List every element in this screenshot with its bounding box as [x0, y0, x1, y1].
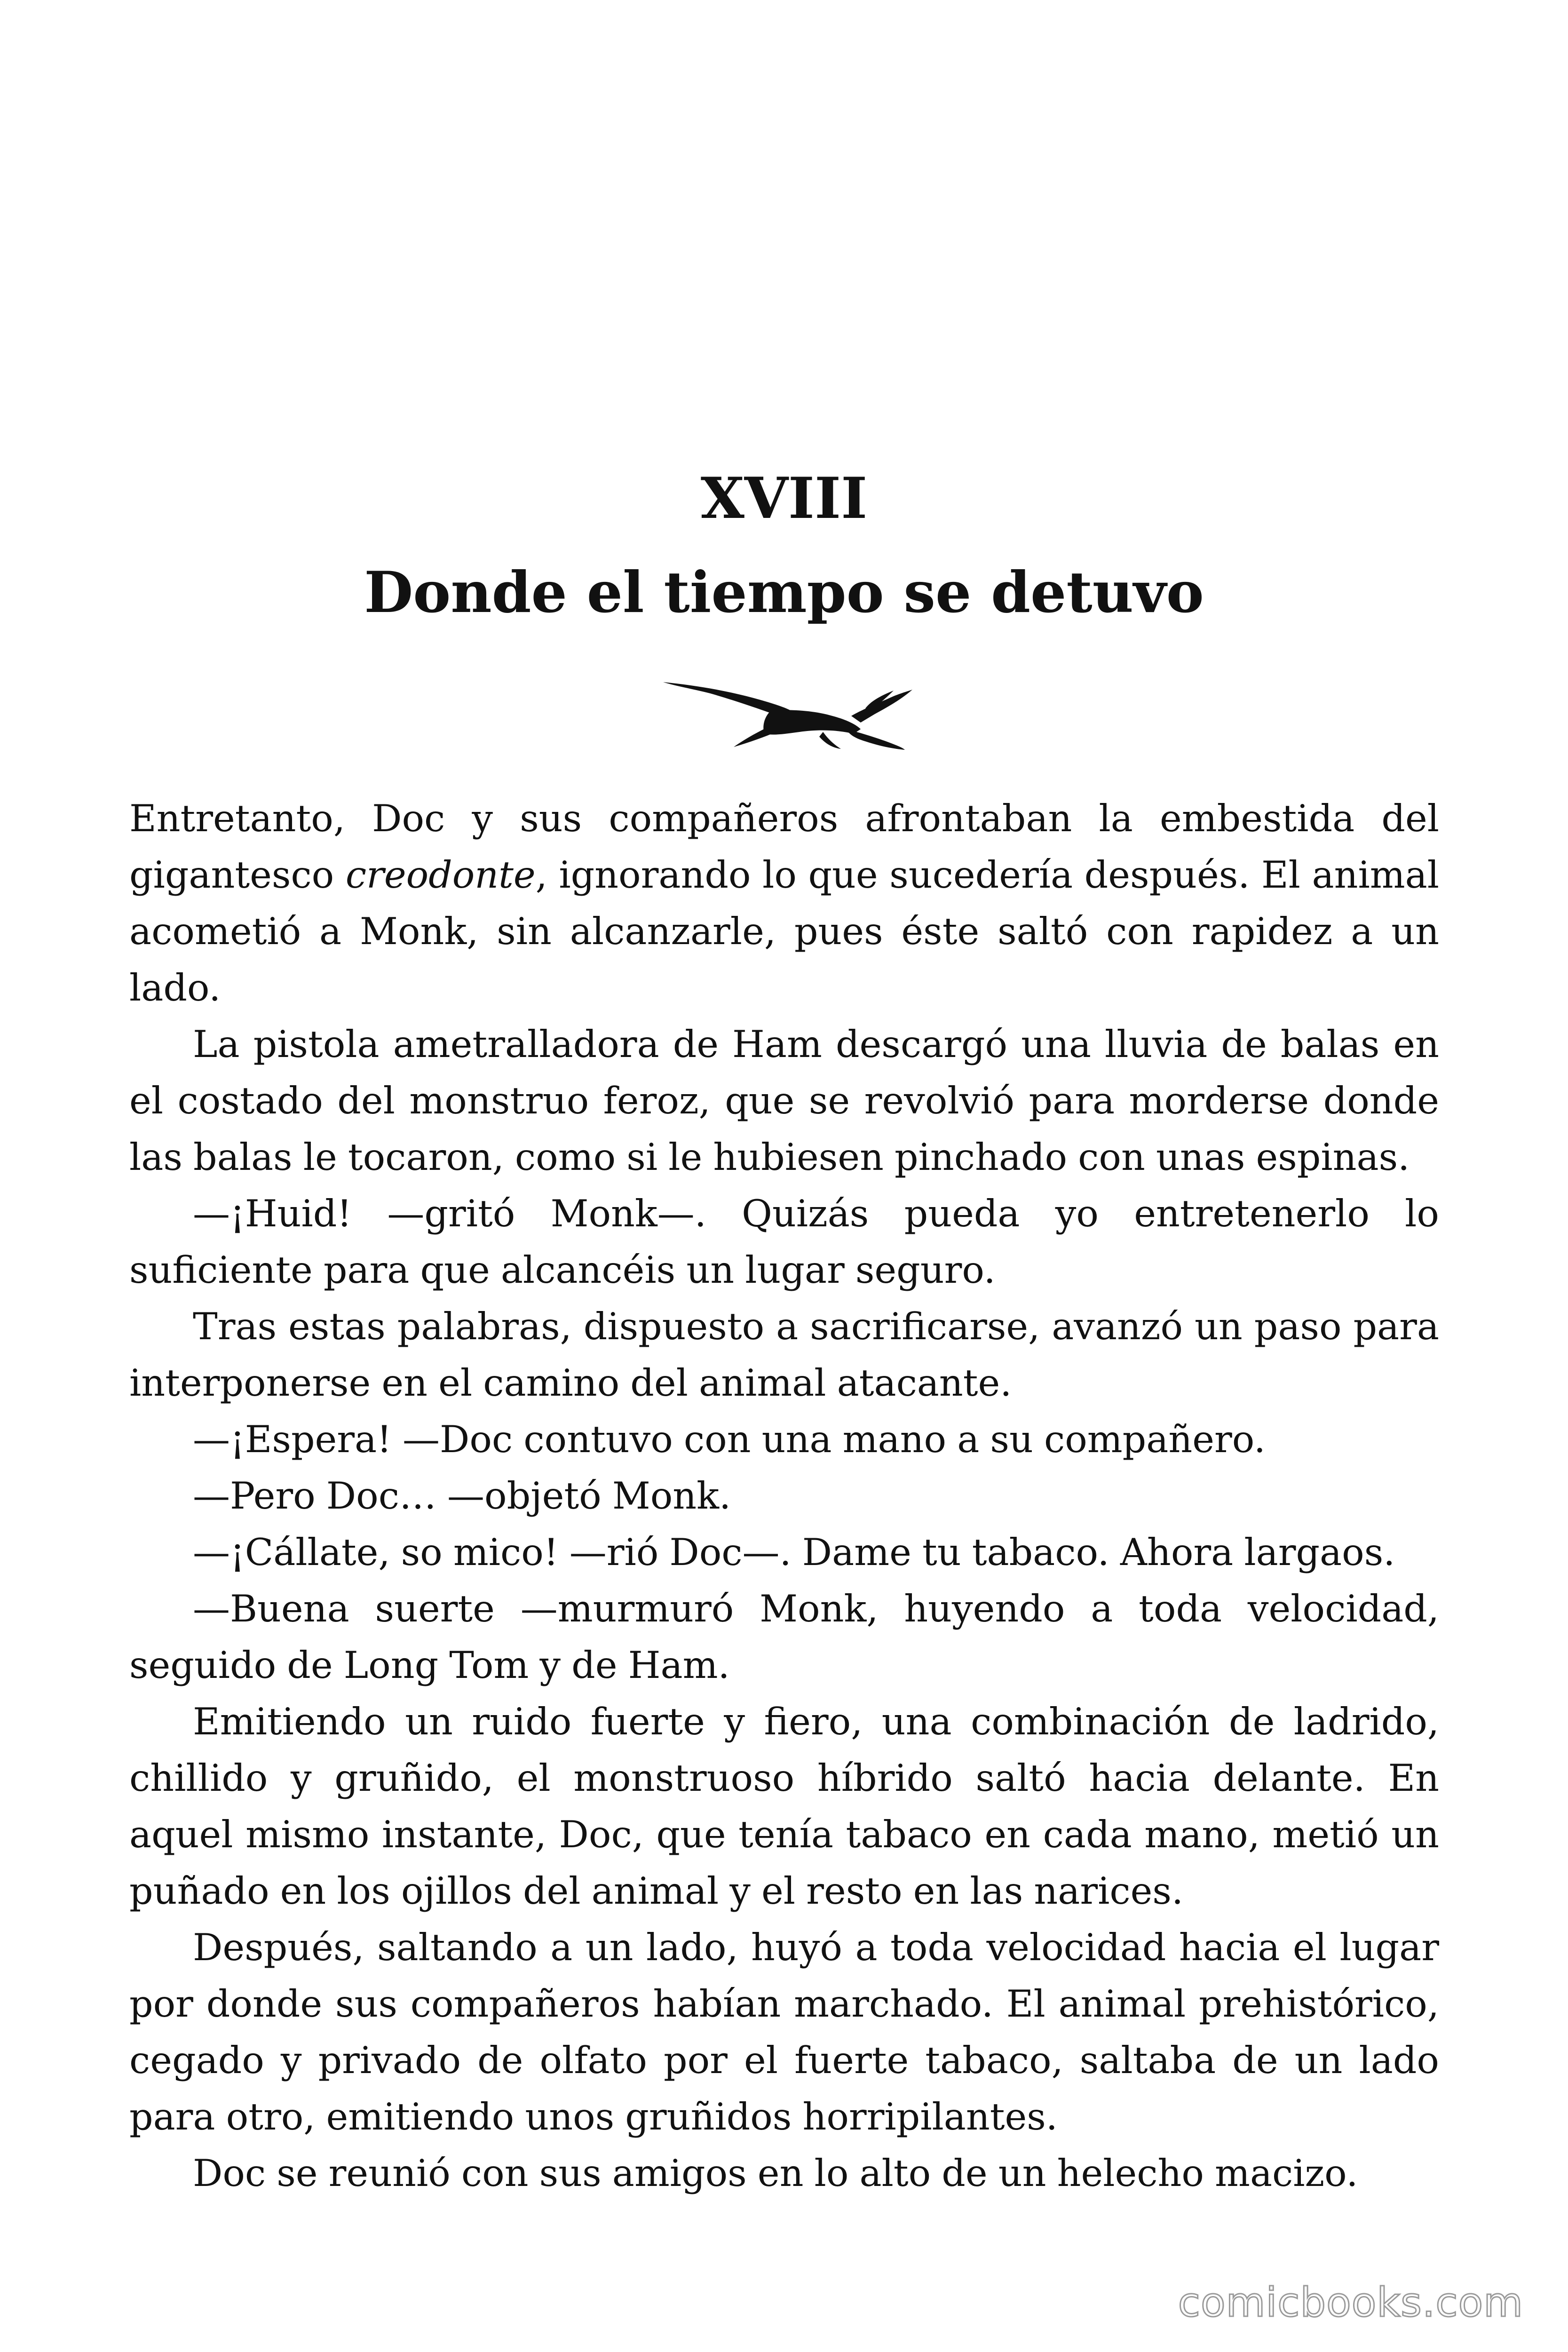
paragraph: —Buena suerte —murmuró Monk, huyendo a toda velocidad, seguido de Long Tom y de Ham. — [129, 1587, 1439, 1687]
paragraph: Entretanto, Doc y sus compañeros afrontaban la embestida del gigantesco creodonte, ignorando lo que sucedería después. El animal acometió a Monk, sin alcanzarle, pues éste saltó con rapidez a un lado. — [129, 797, 1439, 1009]
paragraph: Tras estas palabras, dispuesto a sacrificarse, avanzó un paso para interponerse en el camino del animal atacante. — [129, 1305, 1439, 1405]
watermark: comicbooks.com — [1178, 2279, 1523, 2326]
chapter-body — [129, 790, 1439, 2201]
paragraph: —¡Cállate, so mico! —rió Doc—. Dame tu tabaco. Ahora largaos. — [193, 1531, 1395, 1574]
paragraph: La pistola ametralladora de Ham descargó una lluvia de balas en el costado del monstruo feroz, que se revolvió para morderse donde las balas le tocaron, como si le hubiesen pinchado con unas espinas. — [129, 1023, 1439, 1179]
chapter-number: XVIII — [700, 465, 868, 532]
paragraph: Emitiendo un ruido fuerte y fiero, una combinación de ladrido, chillido y gruñido, el monstruoso híbrido saltó hacia delante. En aquel mismo instante, Doc, que tenía tabaco en cada mano, metió un puñado en los ojillos del animal y el resto en las narices. — [129, 1700, 1439, 1913]
paragraph: —Pero Doc… —objetó Monk. — [193, 1474, 731, 1518]
paragraph: —¡Espera! —Doc contuvo con una mano a su compañero. — [193, 1418, 1266, 1461]
paragraph: Después, saltando a un lado, huyó a toda velocidad hacia el lugar por donde sus compañeros habían marchado. El animal prehistórico, cegado y privado de olfato por el fuerte tabaco, saltaba de un lado para otro, emitiendo unos gruñidos horripilantes. — [129, 1926, 1439, 2138]
pterodactyl-ornament-icon — [658, 663, 912, 757]
italic-term: creodonte — [345, 853, 536, 897]
paragraph: Doc se reunió con sus amigos en lo alto de un helecho macizo. — [193, 2152, 1358, 2195]
chapter-heading — [0, 452, 1568, 640]
chapter-title: Donde el tiempo se detuvo — [364, 559, 1204, 626]
paragraph: —¡Huid! —gritó Monk—. Quizás pueda yo entretenerlo lo suficiente para que alcancéis un lugar seguro. — [129, 1192, 1439, 1292]
